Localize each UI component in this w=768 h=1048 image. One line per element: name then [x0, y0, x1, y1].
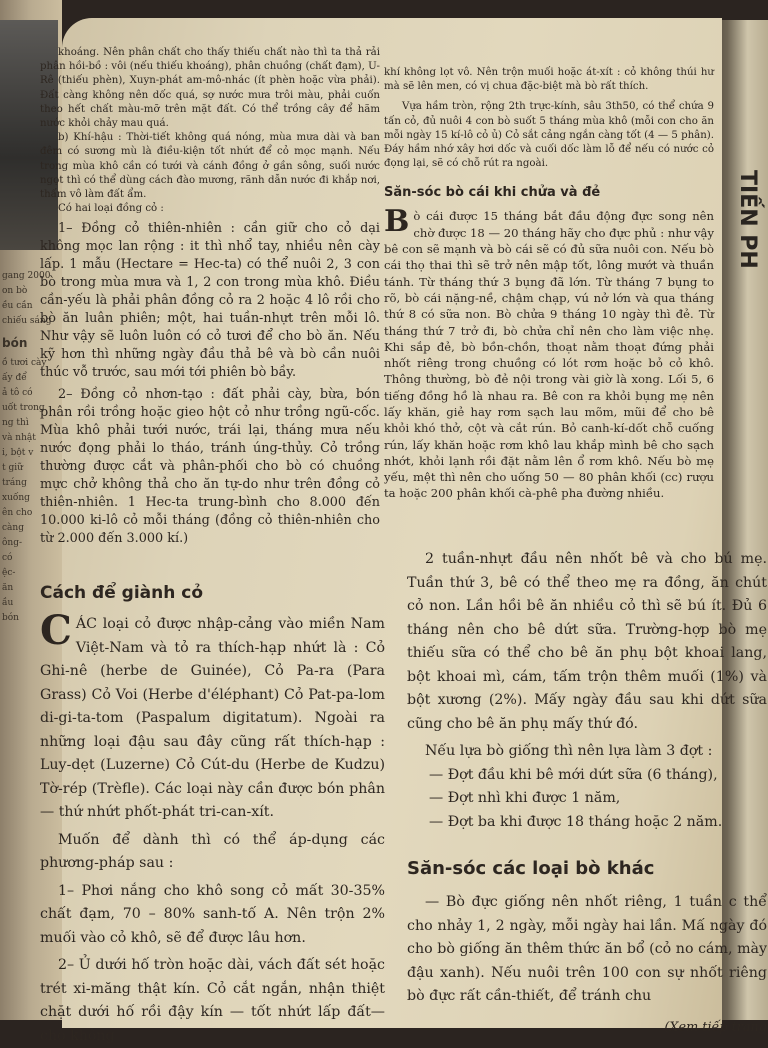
paragraph: 2– Ủ dưới hố tròn hoặc dài, vách đất sét hoặc trét xi-măng thật kín. Cỏ cắt ngắn, nhận thiệt chặt dưới hố rồi đậy kín — tốt nhứt lấp đất— cho không — [40, 957, 385, 1044]
left-column-top — [40, 46, 380, 548]
paragraph: 1– Đồng cỏ thiên-nhiên : cần giữ cho cỏ dại không mọc lan rộng : it thì nhổ tay, nhiều nên cày lấp. 1 mẫu (Hectare = Hec-ta) có thể nuôi 2, 3 con bò trong mùa mưa và 1, 2 con trong mùa khô. Điều cần-yếu là phải phân đồng cỏ ra 2 hoặc 4 lô rồi cho bò ăn luân phiên; một, hai tuần-nhựt trên mỗi lô. Như vậy sẽ luôn luôn có cỏ tươi để cho bò ăn. Nếu kỹ hơn thì những ngày đầu thả bê và bò cần nuôi thúc vỗ trước, sau mới tới phiên bò bầy. — [40, 221, 380, 381]
paragraph: khí không lọt vô. Nên trộn muối hoặc át-xít : cỏ không thúi hư mà sẽ lên men, có vị chua đặc-biệt mà bò rất thích. — [384, 67, 714, 93]
continued-note: (Xem tiếp trang — [664, 1019, 767, 1035]
section-title-other: Săn-sóc các loại bò khác — [407, 858, 655, 879]
left-snippet: ệc- — [2, 568, 16, 578]
left-snippet: ồ tươi cày — [2, 358, 47, 368]
left-snippet: có — [2, 553, 13, 563]
left-snippet: i, bột v — [2, 448, 34, 458]
drop-cap: C — [40, 607, 72, 654]
left-snippet: xuống — [2, 493, 30, 503]
left-snippet: chiếu sáng — [2, 316, 52, 326]
list-item: — Đợt nhì khi được 1 năm, — [429, 790, 621, 806]
paragraph: 2– Đồng cỏ nhơn-tạo : đất phải cày, bừa, bón phân rồi trồng hoặc gieo hột cỏ như trồng ngũ-cốc. Mùa khô phải tưới nước, trái lại, tháng mưa nếu nước đọng phải lo tháo, tránh úng-thủy. Cỏ trồng thường được cắt và phân-phối cho bò có chuồng mực chở không thả cho ăn tự-do như trên đồng cỏ thiên-nhiên. 1 Hec-ta trung-bình cho 8.000 đến 10.000 ki-lô cỏ mỗi tháng (đồng cỏ thiên-nhiên cho từ 2.000 đến 3.000 kí.) — [40, 387, 380, 547]
left-snippet: ăn — [2, 583, 14, 593]
paragraph: Vựa hầm tròn, rộng 2th trực-kính, sâu 3th50, có thể chứa 9 tấn cỏ, đủ nuôi 4 con bò suốt 5 tháng mùa khô (mỗi con cho ăn mỗi ngày 15 kí-lô cỏ ủ) Cỏ sắt cảng ngắn càng tốt (4 — 5 phân). Đáy hầm nhớ xây hơi dốc và cuối dốc làm lỗ để nếu có nước cỏ đọng lại, sẽ có chỗ rút ra ngoài. — [384, 101, 714, 170]
list-item: — Đợt ba khi được 18 tháng hoặc 2 năm. — [429, 813, 723, 830]
section-title-grass: Cách để giành cỏ — [40, 583, 204, 603]
paragraph: ò cái được 15 tháng bắt đầu động đực song nên chờ được 18 — 20 tháng hãy cho đực phủ : như vậy bê con sẽ mạnh và bò cái sẽ có đủ sữa nuôi con. Nếu bò cái thọ thai thì sẽ trở nên mập tốt, lông mướt và thuần tánh. Từ tháng thứ 3 bụng đã lớn. Từ tháng 7 bụng to rõ, bò cái nặng-nề, chậm chạp, vú nở lớn và qua tháng thứ 8 có sữa non. Bò chửa 9 tháng 10 ngày thì đẻ. Từ tháng thứ 7 trở đi, bò chửa chỉ nên cho làm việc nhẹ. Khi sắp đẻ, bò bồn-chồn, thoạt nằm thoạt đứng phải nhốt riêng trong chuồng có lót rơm hoặc bỏ cỏ khô. Thông thường, bò đẻ nội trong vài giờ là xong. Lối 5, 6 tiếng đồng hồ là nhau ra. Bê con ra khỏi bụng mẹ nên lấy khăn, giẻ hay rơm sạch lau mõm, mũi để cho bê khỏi khó thở, cột và cắt rún. Bỏ canh-kí-dốt chỗ cuống rún, lấy khăn hoặc rơm khô lau khắp mình bê cho sạch nhớt, khỏi lạnh rồi đặt nằm lên ổ rơm khô. Nếu bò mẹ yếu, mệt thì nên cho uống 50 — 80 phân khối (cc) rượu ta hoặc 200 phân khối cà-phê pha đường nhiều. — [384, 209, 714, 501]
left-column-bottom — [40, 583, 385, 1048]
left-snippet: ả tô có — [2, 388, 33, 398]
left-snippet: on bò — [2, 286, 28, 296]
left-snippet: gang 2000 — [2, 271, 51, 281]
paragraph: 1– Phơi nắng cho khô song cỏ mất 30-35% chất đạm, 70 – 80% sanh-tố A. Nên trộn 2% muối vào cỏ khô, sẽ để được lâu hơn. — [40, 882, 385, 946]
paragraph: b) Khí-hậu : Thời-tiết không quá nóng, mùa mưa dài và ban đêm có sương mù là điều-kiện tốt nhứt để cỏ mọc mạnh. Nếu trong mùa khô cần có tưới và cánh đồng ở gần sông, suối nước ngọt thì có thể dùng cách đào mương, rãnh dẫn nước đi khắp nơi, thấm vô làm đất ẩm. — [40, 132, 380, 201]
left-snippet: ấy để — [2, 373, 27, 383]
drop-cap: B — [384, 204, 410, 240]
left-snippet: uốt trong — [2, 403, 45, 413]
left-snippet: càng — [2, 523, 24, 533]
left-snippet: tráng — [2, 478, 27, 488]
paragraph: Có hai loại đồng cỏ : — [58, 203, 164, 215]
left-snippet: ên cho — [2, 508, 33, 518]
left-heading: bón — [2, 336, 28, 350]
paragraph: 2 tuần-nhựt đầu nên nhốt bê và cho bú mẹ. Tuần thứ 3, bê có thể theo mẹ ra đồng, ăn chút cỏ non. Lần hồi bê ăn nhiều cỏ thì sẽ bú ít. Đủ 6 tháng nên cho bê dứt sữa. Trường-hợp bò mẹ thiếu sữa có thể cho bê ăn phụ bột khoai lang, bột khoai mì, cám, tấm trộn thêm muối (1%) và bột xương (2%). Mấy ngày đầu sau khi dứt sữa cũng cho bê ăn phụ mấy thứ đó. — [407, 551, 767, 732]
paragraph: — Bò đực giống nên nhốt riêng, 1 tuần c thể cho nhảy 1, 2 ngày, mỗi ngày hai lần. Mấ ngày đó cho bò giống ăn thêm thức ăn bổ (cỏ no cám, mày đậu xanh). Nếu nuôi trên 100 con sự nhốt riêng bò đực rất cần-thiết, để tránh chu — [407, 894, 767, 1004]
right-column-bottom — [407, 548, 767, 1037]
paragraph: ÁC loại cỏ được nhập-cảng vào miền Nam Việt-Nam và tỏ ra thích-hạp nhứt là : Cỏ Ghi-nê (herbe de Guinée), Cỏ Pa-ra (Para Grass) Cỏ Voi (Herbe d'éléphant) Cỏ Pat-pa-lom di-gi-ta-tom (Paspalum digitatum). Ngoài ra những loại đậu sau đây cũng rất thích-hạp : Luy-dẹt (Luzerne) Cỏ Cút-du (Herbe de Kudzu) Tờ-rép (Trèfle). Các loại này cần được bón phân — thứ nhứt phốt-phát tri-can-xít. — [40, 616, 385, 820]
paragraph: Muốn để dành thì có thể áp-dụng các phương-pháp sau : — [40, 831, 385, 871]
left-snippet: ầu — [2, 598, 14, 608]
left-snippet: t giữ — [2, 463, 23, 473]
left-snippet: và nhật — [2, 433, 36, 443]
right-column-top — [384, 66, 714, 502]
left-snippet: ều cần — [2, 301, 33, 311]
paragraph: Nếu lựa bò giống thì nên lựa làm 3 đợt : — [425, 743, 713, 759]
left-snippet: ng thì — [2, 418, 29, 428]
left-snippet: ông- — [2, 538, 23, 548]
spine-text: TIẾN PH — [735, 170, 760, 269]
paragraph: khoáng. Nên phân chất cho thấy thiếu chất nào thì ta thả rải phân hồi-bồ : vôi (nếu thiếu khoáng), phân chuồng (chất đạm), U-Rê (thiếu phèn), Xuyn-phát am-mô-nhác (ít phèn hoặc vừa phải). Đất càng không nên dốc quá, sợ nước mưa trôi màu, phải cuốn theo hết chất màu-mỡ trên mặt đất. Có thể trồng cây để hãm nước khỏi chảy mau quá. — [40, 47, 380, 130]
list-item: — Đợt đầu khi bê mới dứt sữa (6 tháng), — [429, 766, 718, 783]
section-title-cow: Săn-sóc bò cái khi chửa và đẻ — [384, 185, 601, 201]
left-snippet: bón — [2, 613, 19, 623]
